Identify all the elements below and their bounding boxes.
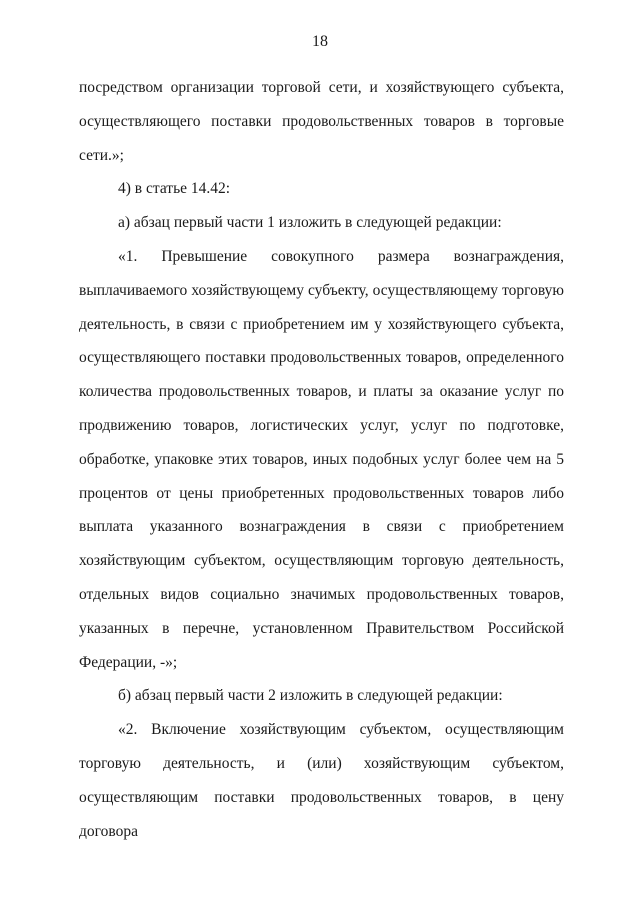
page-number: 18 — [312, 33, 328, 50]
paragraph-item-4: 4) в статье 14.42: — [118, 180, 231, 198]
paragraph-quoted-part-2: «2. Включение хозяйствующим субъектом, осуществляющим торговую деятельность, и (или) хозяйствующим субъектом, осуществляющим поставки продовольственных товаров, в цену договора — [79, 721, 564, 840]
paragraph-quoted-part-1: «1. Превышение совокупного размера вознаграждения, выплачиваемого хозяйствующему субъекту, осуществляющему торговую деятельность, в связи с приобретением им у хозяйствующего субъекта, осуществляющего поставки продовольственных товаров, определенного количества продовольственных товаров, и платы за оказание услуг по продвижению товаров, логистических услуг, услуг по подготовке, обработке, упаковке этих товаров, иных подобных услуг более чем на 5 процентов от цены приобретенных продовольственных товаров либо выплата указанного вознаграждения в связи с приобретением хозяйствующим субъектом, осуществляющим торговую деятельность, отдельных видов социально значимых продовольственных товаров, указанных в перечне, установленном Правительством Российской Федерации, -»; — [79, 247, 564, 671]
paragraph-subitem-a: а) абзац первый части 1 изложить в следующей редакции: — [118, 214, 502, 232]
paragraph-continuation: посредством организации торговой сети, и хозяйствующего субъекта, осуществляющего поставки продовольственных товаров в торговые сети.»; — [79, 79, 564, 164]
document-body — [79, 71, 564, 848]
paragraph-subitem-b: б) абзац первый части 2 изложить в следующей редакции: — [118, 687, 503, 705]
